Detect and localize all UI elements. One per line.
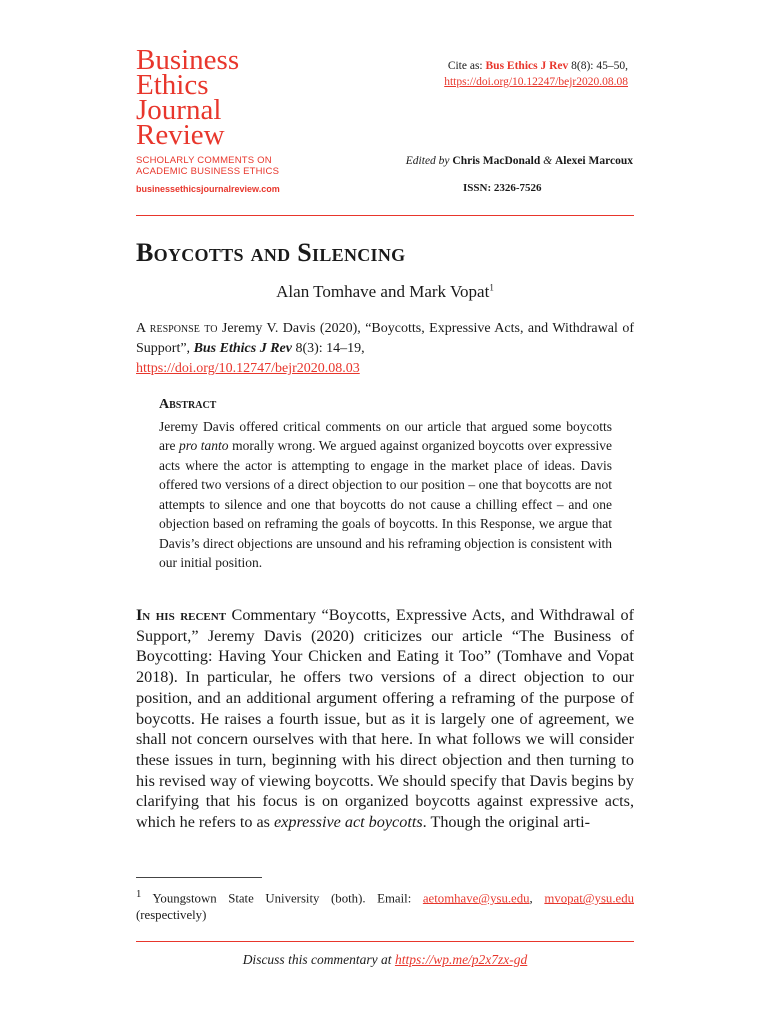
footnote-number: 1: [136, 889, 142, 900]
footer-prefix: Discuss this commentary at: [242, 952, 395, 967]
tagline-line: SCHOLARLY COMMENTS ON: [136, 155, 272, 166]
journal-tagline: [136, 155, 336, 177]
cite-volume: 8(8): 45–50,: [568, 60, 628, 72]
footnote: [136, 886, 634, 924]
body-part: . Though the original arti-: [422, 813, 591, 832]
body-paragraph: [136, 605, 634, 833]
footnote-tail: (respectively): [136, 908, 207, 923]
abstract-emphasis: pro tanto: [179, 438, 229, 453]
ampersand: &: [540, 155, 555, 167]
body-lead: In his recent: [136, 606, 227, 624]
abstract: [159, 395, 612, 573]
response-doi-link[interactable]: https://doi.org/10.12747/bejr2020.08.03: [136, 361, 360, 376]
journal-title-line: Journal: [136, 94, 222, 126]
abstract-heading: Abstract: [159, 397, 217, 412]
body-emphasis: expressive act boycotts: [274, 813, 423, 832]
editor-name: Chris MacDonald: [452, 155, 541, 167]
journal-masthead: [136, 44, 336, 151]
journal-title-line: Business: [136, 44, 240, 76]
editor-name: Alexei Marcoux: [554, 155, 633, 167]
response-text: Jeremy V. Davis (2020), “Boycotts, Expressive Acts, and Withdrawal of Support”,: [136, 321, 634, 356]
article-title: Boycotts and Silencing: [136, 238, 406, 267]
footer-divider: [136, 941, 634, 942]
journal-title-line: Review: [136, 119, 225, 151]
journal-title-line: Ethics: [136, 69, 209, 101]
email-link[interactable]: aetomhave@ysu.edu: [422, 891, 530, 906]
response-lead: A response to: [136, 321, 218, 336]
footer: [136, 952, 634, 968]
author-footnote-marker[interactable]: 1: [489, 282, 494, 293]
tagline-line: ACADEMIC BUSINESS ETHICS: [136, 166, 280, 177]
response-tail: 8(3): 14–19,: [291, 341, 365, 356]
discussion-link[interactable]: https://wp.me/p2x7zx-gd: [394, 952, 528, 967]
editors-line: [406, 155, 633, 167]
cite-prefix: Cite as:: [447, 60, 486, 72]
response-to: [136, 319, 634, 379]
footnote-text: Youngstown State University (both). Email:: [141, 891, 423, 906]
footnote-sep: ,: [529, 891, 545, 906]
body-part: Commentary “Boycotts, Expressive Acts, and Withdrawal of Support,” Jeremy Davis (2020) criticizes our article “The Business of Boycotting: Having Your Chicken and Eating it Too” (Tomhave and Vopat 2018). In particular, he offers two versions of a direct objection to our position, and an additional argument offering a reframing of the purpose of boycotts. He raises a fourth issue, but as it is largely one of agreement, we shall not concern ourselves with that here. In what follows we will consider these issues in turn, beginning with his direct objection and then turning to his revised way of viewing boycotts. We should specify that Davis begins by clarifying that his focus is on organized boycotts against expressive acts, which he refers to as: [136, 606, 635, 832]
footnote-divider: [136, 877, 262, 878]
journal-website[interactable]: businessethicsjournalreview.com: [136, 184, 280, 194]
issn: ISSN: 2326-7526: [463, 182, 542, 194]
article-authors: [136, 282, 634, 302]
email-link[interactable]: mvopat@ysu.edu: [544, 891, 634, 906]
abstract-part: morally wrong. We argued against organized boycotts over expressive acts where the actor is attempting to engage in the market place of ideas. Davis offered two versions of a direct objection to our position – one that boycotts are not attempts to silence and one that boycotts do not cause a chilling effect – and one objection based on reframing the goals of boycotts. In this Response, we argue that Davis’s direct objections are unsound and his reframing objection is consistent with our initial position.: [159, 438, 613, 570]
abstract-text: [159, 417, 612, 573]
header-divider: [136, 215, 634, 216]
cite-doi-link[interactable]: https://doi.org/10.12247/bejr2020.08.08: [444, 76, 628, 88]
edited-by-label: Edited by: [405, 155, 453, 167]
abstract-part: Jeremy Davis offered critical comments on our article that argued some boycotts are: [159, 418, 612, 453]
cite-journal: Bus Ethics J Rev: [485, 60, 569, 72]
citation-block: [444, 58, 628, 90]
authors-text: Alan Tomhave and Mark Vopat: [276, 282, 490, 301]
response-journal: Bus Ethics J Rev: [193, 341, 292, 356]
